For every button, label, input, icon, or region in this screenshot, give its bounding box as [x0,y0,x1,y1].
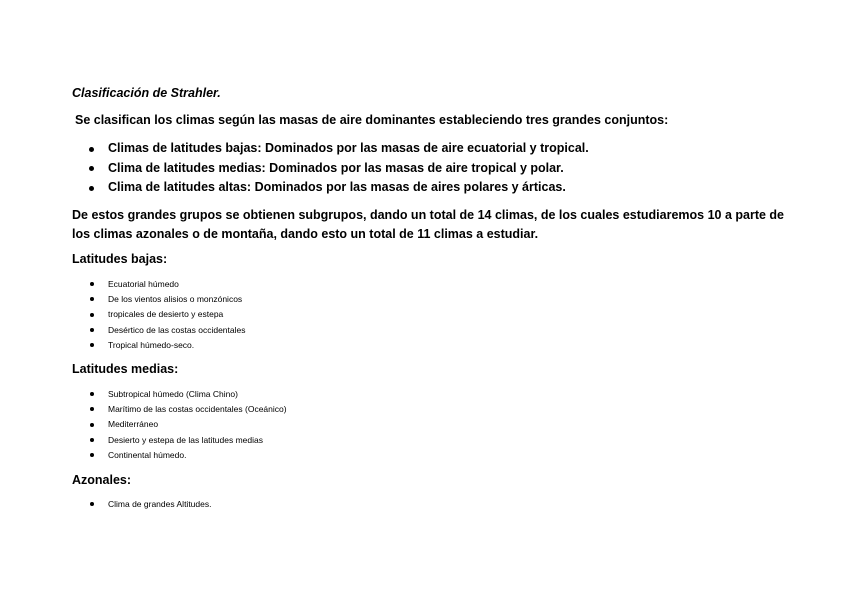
list-item: Clima de latitudes altas: Dominados por las masas de aires polares y árticas. [86,178,589,198]
latitudes-bajas-list [88,277,246,353]
list-item: De los vientos alisios o monzónicos [88,292,246,307]
azonales-list [88,497,211,512]
section-heading-azonales: Azonales: [72,473,132,487]
section-heading-latitudes-bajas: Latitudes bajas: [72,252,168,266]
list-item: Marítimo de las costas occidentales (Oceánico) [88,402,287,417]
latitudes-medias-list [88,387,287,463]
section-heading-latitudes-medias: Latitudes medias: [72,362,179,376]
summary-paragraph: De estos grandes grupos se obtienen subgrupos, dando un total de 14 climas, de los cuales estudiaremos 10 a parte de los climas azonales o de montaña, dando esto un total de 11 climas a estudiar. [72,208,784,241]
list-item: Desértico de las costas occidentales [88,323,246,338]
list-item: Ecuatorial húmedo [88,277,246,292]
list-item: tropicales de desierto y estepa [88,307,246,322]
list-item: Tropical húmedo-seco. [88,338,246,353]
intro-paragraph: Se clasifican los climas según las masas de aire dominantes estableciendo tres grandes conjuntos: [75,113,669,127]
document-title: Clasificación de Strahler. [72,86,221,100]
list-item: Desierto y estepa de las latitudes medias [88,433,287,448]
list-item: Clima de grandes Altitudes. [88,497,211,512]
list-item: Continental húmedo. [88,448,287,463]
list-item: Climas de latitudes bajas: Dominados por las masas de aire ecuatorial y tropical. [86,139,589,159]
main-groups-list [86,139,589,198]
list-item: Mediterráneo [88,417,287,432]
list-item: Clima de latitudes medias: Dominados por las masas de aire tropical y polar. [86,159,589,179]
list-item: Subtropical húmedo (Clima Chino) [88,387,287,402]
